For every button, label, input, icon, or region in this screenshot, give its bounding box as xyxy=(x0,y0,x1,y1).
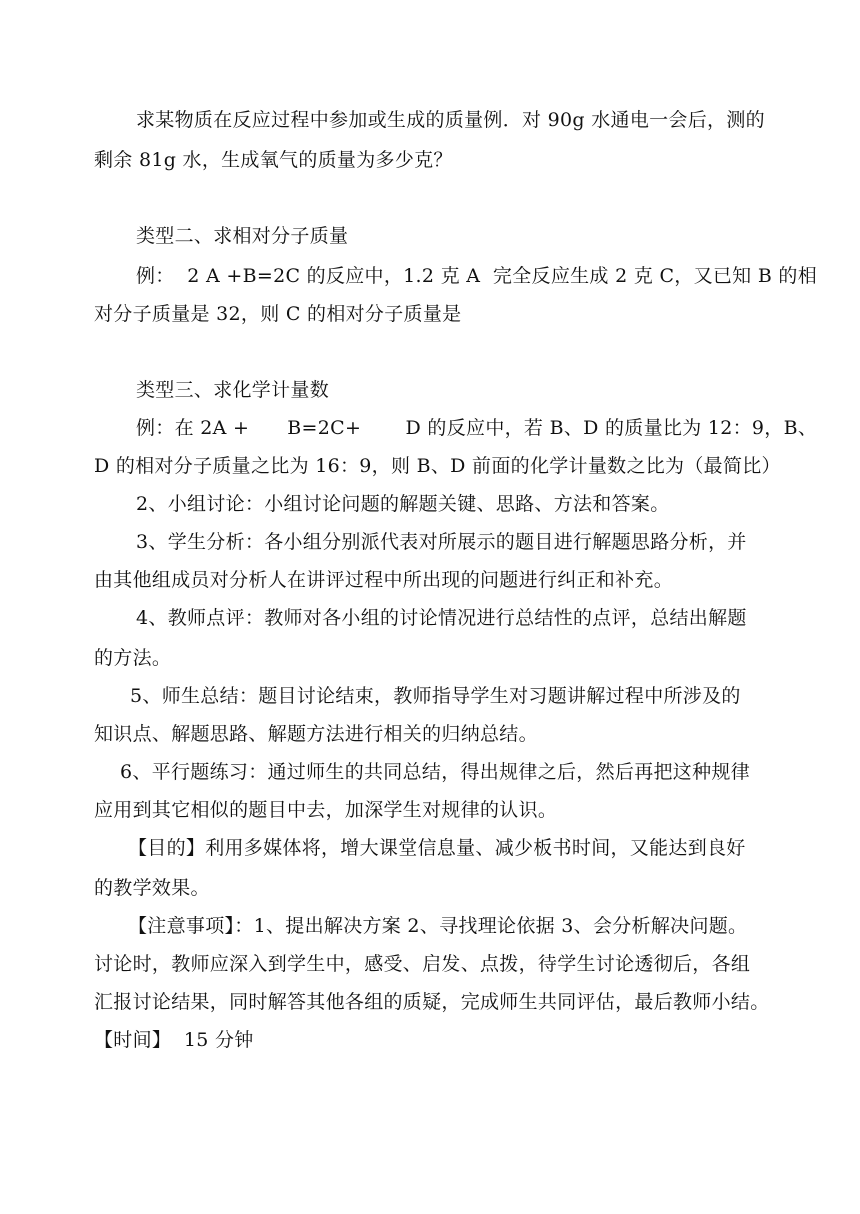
paragraph-line: 应用到其它相似的题目中去，加深学生对规律的认识。 xyxy=(94,799,558,821)
paragraph-line: 2、小组讨论：小组讨论问题的解题关键、思路、方法和答案。 xyxy=(136,493,670,515)
paragraph-line: 剩余 81g 水，生成氧气的质量为多少克？ xyxy=(94,149,453,171)
paragraph-line: 【注意事项】：1、提出解决方案 2、寻找理论依据 3、会分析解决问题。 xyxy=(128,915,748,937)
paragraph-line: 讨论时，教师应深入到学生中，感受、启发、点拨，待学生讨论透彻后，各组 xyxy=(94,953,751,975)
paragraph-line: 4、教师点评：教师对各小组的讨论情况进行总结性的点评，总结出解题 xyxy=(136,607,747,629)
paragraph-line: 求某物质在反应过程中参加或生成的质量例．对 90g 水通电一会后，测的 xyxy=(136,109,765,131)
paragraph-line: 【时间】 15 分钟 xyxy=(94,1029,254,1051)
paragraph-line: 例： 2 A +B=2C 的反应中，1.2 克 A 完全反应生成 2 克 C，又已知 B 的相 xyxy=(136,265,818,287)
section-heading: 类型二、求相对分子质量 xyxy=(136,225,349,247)
paragraph-line: 5、师生总结：题目讨论结束，教师指导学生对习题讲解过程中所涉及的 xyxy=(130,685,741,707)
paragraph-line: 汇报讨论结果，同时解答其他各组的质疑，完成师生共同评估，最后教师小结。 xyxy=(94,991,770,1013)
paragraph-line: 对分子质量是 32，则 C 的相对分子质量是 xyxy=(94,303,462,325)
paragraph-line: 的方法。 xyxy=(94,647,172,669)
paragraph-line: 知识点、解题思路、解题方法进行相关的归纳总结。 xyxy=(94,723,538,745)
paragraph-line: 6、平行题练习：通过师生的共同总结，得出规律之后，然后再把这种规律 xyxy=(120,761,750,783)
section-heading: 类型三、求化学计量数 xyxy=(136,379,330,401)
paragraph-line: 【目的】利用多媒体将，增大课堂信息量、减少板书时间，又能达到良好 xyxy=(128,837,746,859)
paragraph-line: 的教学效果。 xyxy=(94,877,210,899)
paragraph-line: 由其他组成员对分析人在讲评过程中所出现的问题进行纠正和补充。 xyxy=(94,569,674,591)
paragraph-line: 3、学生分析：各小组分别派代表对所展示的题目进行解题思路分析，并 xyxy=(136,531,747,553)
paragraph-line: D 的相对分子质量之比为 16：9，则 B、D 前面的化学计量数之比为（最简比） xyxy=(94,455,781,477)
paragraph-line: 例：在 2A + B=2C+ D 的反应中，若 B、D 的质量比为 12：9，B、 xyxy=(136,417,818,439)
